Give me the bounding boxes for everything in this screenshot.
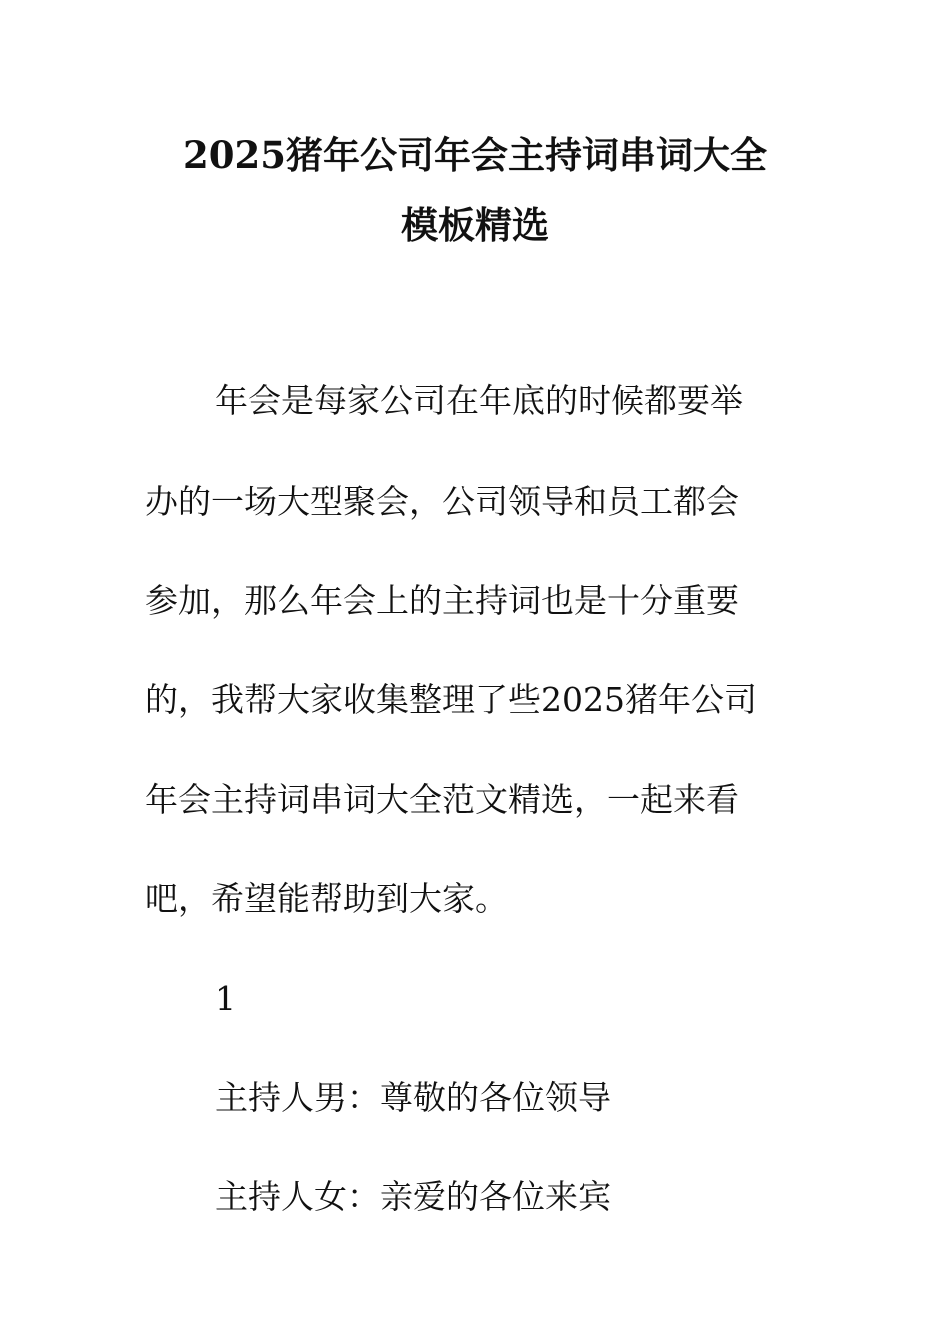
host-female-line: 主持人女：亲爱的各位来宾 <box>215 1177 611 1216</box>
document-title-line-2: 模板精选 <box>401 203 549 247</box>
intro-paragraph-line-4: 的，我帮大家收集整理了些2025猪年公司 <box>145 680 757 719</box>
intro-paragraph-line-6: 吧，希望能帮助到大家。 <box>145 879 508 918</box>
intro-paragraph-line-2: 办的一场大型聚会，公司领导和员工都会 <box>145 482 739 521</box>
intro-paragraph-line-5: 年会主持词串词大全范文精选，一起来看 <box>145 780 739 819</box>
document-title-line-1: 2025猪年公司年会主持词串词大全 <box>183 133 767 177</box>
host-male-line: 主持人男：尊敬的各位领导 <box>215 1078 611 1117</box>
section-number: 1 <box>215 979 236 1018</box>
intro-paragraph-line-3: 参加，那么年会上的主持词也是十分重要 <box>145 581 739 620</box>
intro-paragraph-line-1: 年会是每家公司在年底的时候都要举 <box>215 381 743 420</box>
